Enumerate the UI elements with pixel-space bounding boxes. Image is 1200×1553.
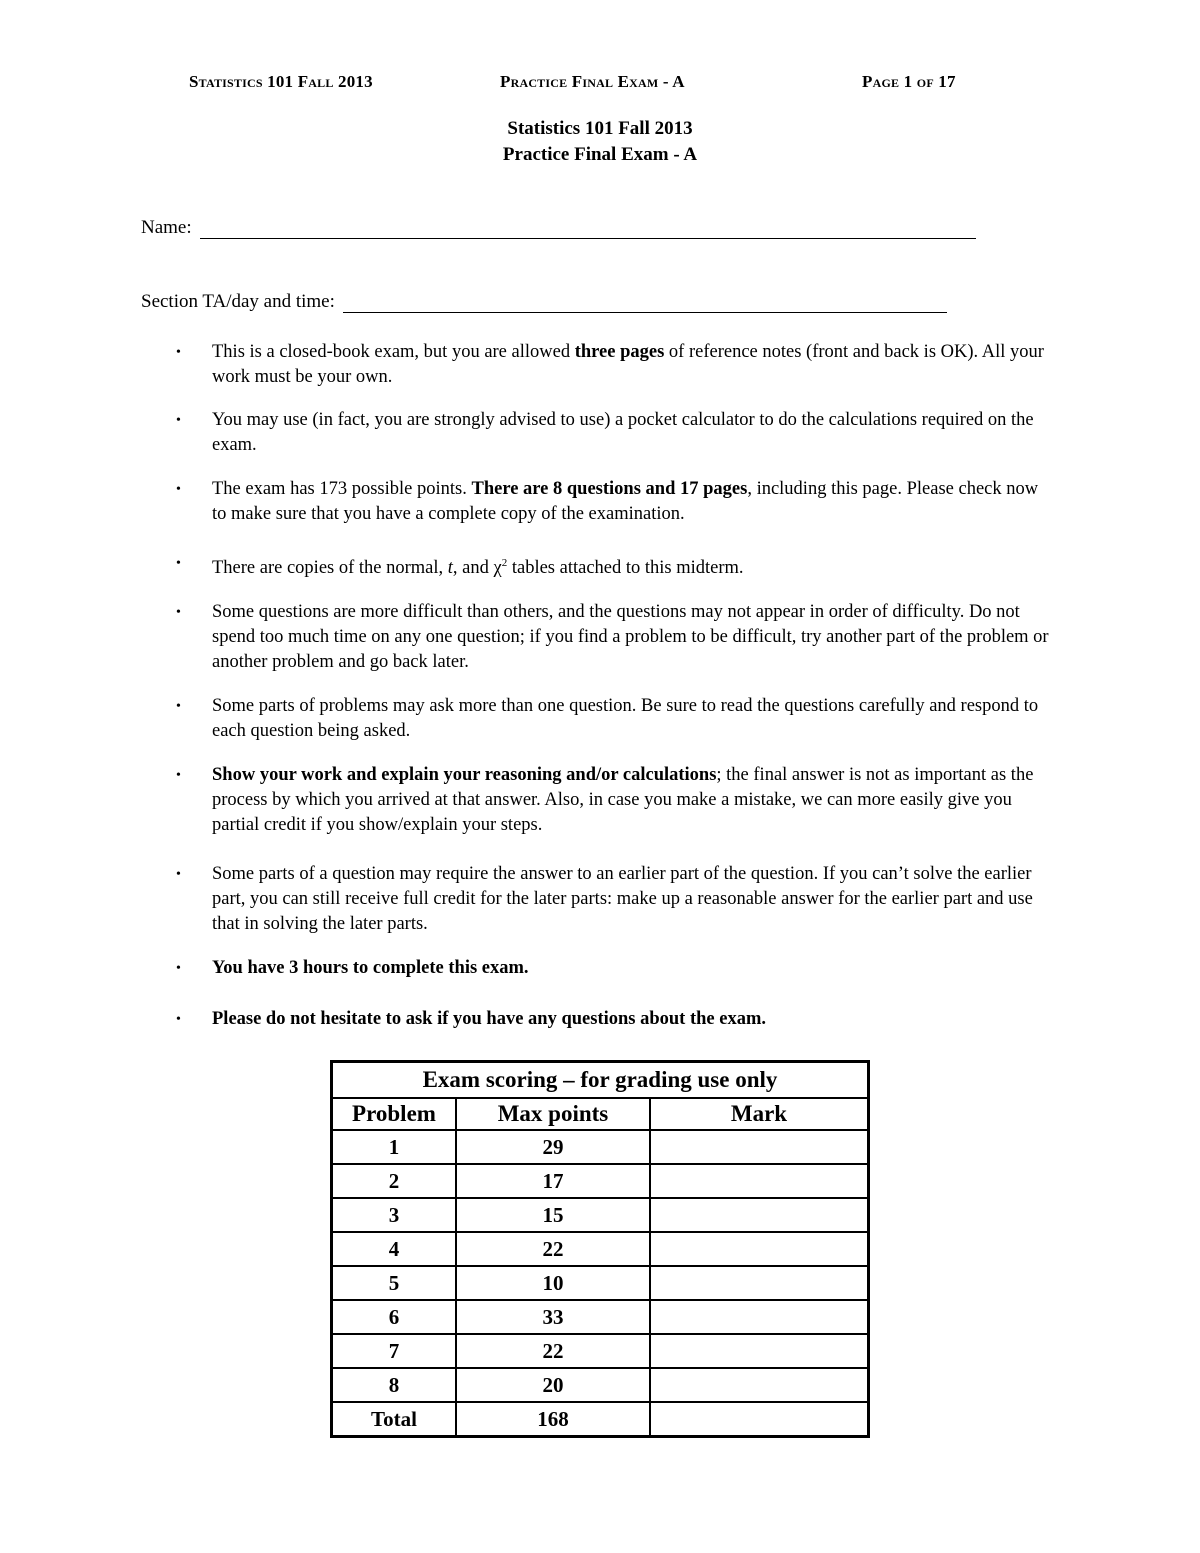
- instruction-bold-text: Please do not hesitate to ask if you have any questions about the exam.: [212, 1009, 766, 1030]
- instruction-item: [176, 600, 1056, 675]
- instruction-bold-text: Show your work and explain your reasoning and/or calculations: [212, 765, 717, 786]
- table-row: [332, 1266, 869, 1300]
- bullet-icon: •: [176, 1012, 181, 1028]
- max-points: 22: [456, 1334, 650, 1368]
- max-points: 22: [456, 1232, 650, 1266]
- max-points: 33: [456, 1300, 650, 1334]
- total-label: Total: [332, 1402, 457, 1437]
- document-title: Statistics 101 Fall 2013: [507, 118, 693, 139]
- max-points: 15: [456, 1198, 650, 1232]
- bullet-icon: •: [176, 867, 181, 883]
- name-field: [141, 217, 976, 239]
- instruction-bold-text: three pages: [574, 342, 665, 362]
- instruction-text: , including this page. Please check now to make sure that you have a complete copy of the examination.: [212, 479, 1039, 524]
- name-label: Name:: [141, 217, 192, 238]
- instruction-text: The exam has 173 possible points.: [212, 479, 472, 499]
- mark-cell[interactable]: [650, 1130, 869, 1164]
- section-field: [141, 291, 947, 313]
- mark-cell[interactable]: [650, 1334, 869, 1368]
- section-blank-line[interactable]: [343, 292, 947, 313]
- instructions-list: [176, 340, 1056, 1032]
- total-max-points: 168: [456, 1402, 650, 1437]
- instruction-text: There are copies of the normal,: [212, 558, 448, 579]
- bullet-icon: •: [176, 345, 181, 360]
- problem-number: 8: [332, 1368, 457, 1402]
- instruction-text: , and: [452, 558, 494, 579]
- instruction-bold-text: You have 3 hours to complete this exam.: [212, 958, 529, 979]
- instruction-bold-text: There are 8 questions and 17 pages: [471, 479, 748, 499]
- instruction-text: ; the final answer is not as important as the process by which you arrived at that answer. Also, in case you make a mistake, we can more easily give you partial credit if you show/explain your steps.: [212, 765, 1034, 836]
- instruction-text: Some questions are more difficult than others, and the questions may not appear in order of difficulty. Do not spend too much time on any one question; if you find a problem to be difficult, try another part of the problem or another problem and go back later.: [212, 602, 1049, 673]
- table-row: [332, 1334, 869, 1368]
- instruction-text: This is a closed-book exam, but you are allowed: [212, 342, 575, 362]
- column-header-problem: Problem: [332, 1098, 457, 1130]
- bullet-icon: •: [176, 482, 181, 497]
- mark-cell[interactable]: [650, 1368, 869, 1402]
- header-exam-title: Practice Final Exam - A: [500, 72, 685, 91]
- problem-number: 5: [332, 1266, 457, 1300]
- instruction-item: [176, 551, 1056, 581]
- t-symbol: t: [447, 558, 453, 579]
- bullet-icon: •: [176, 699, 181, 715]
- scoring-table: [330, 1060, 870, 1438]
- max-points: 17: [456, 1164, 650, 1198]
- header-page-number: Page 1 of 17: [862, 72, 956, 91]
- max-points: 29: [456, 1130, 650, 1164]
- table-row-total: [332, 1402, 869, 1437]
- name-blank-line[interactable]: [200, 218, 976, 239]
- instruction-text: Some parts of problems may ask more than one question. Be sure to read the questions carefully and respond to each question being asked.: [212, 696, 1039, 742]
- mark-cell[interactable]: [650, 1164, 869, 1198]
- bullet-icon: •: [176, 605, 181, 621]
- header-course: Statistics 101 Fall 2013: [189, 72, 373, 91]
- table-row: [332, 1232, 869, 1266]
- problem-number: 4: [332, 1232, 457, 1266]
- column-header-mark: Mark: [650, 1098, 869, 1130]
- instruction-text: You may use (in fact, you are strongly advised to use) a pocket calculator to do the calculations required on the exam.: [212, 410, 1034, 455]
- instruction-item: [176, 763, 1056, 838]
- bullet-icon: •: [176, 768, 181, 784]
- mark-cell[interactable]: [650, 1198, 869, 1232]
- total-mark-cell[interactable]: [650, 1402, 869, 1437]
- problem-number: 6: [332, 1300, 457, 1334]
- bullet-icon: •: [176, 413, 181, 428]
- bullet-icon: •: [176, 961, 181, 977]
- problem-number: 7: [332, 1334, 457, 1368]
- instruction-item: [176, 408, 1056, 458]
- scoring-caption: Exam scoring – for grading use only: [332, 1062, 869, 1099]
- column-header-max-points: Max points: [456, 1098, 650, 1130]
- table-row: [332, 1130, 869, 1164]
- instruction-item: [176, 477, 1056, 527]
- mark-cell[interactable]: [650, 1266, 869, 1300]
- max-points: 10: [456, 1266, 650, 1300]
- problem-number: 1: [332, 1130, 457, 1164]
- mark-cell[interactable]: [650, 1232, 869, 1266]
- table-row: [332, 1164, 869, 1198]
- problem-number: 2: [332, 1164, 457, 1198]
- instruction-item: [176, 862, 1056, 937]
- instruction-item: [176, 1007, 1056, 1032]
- chi-symbol: χ: [493, 558, 502, 579]
- instruction-item: [176, 340, 1056, 390]
- section-label: Section TA/day and time:: [141, 291, 335, 312]
- instruction-text: Some parts of a question may require the answer to an earlier part of the question. If you can’t solve the earlier part, you can still receive full credit for the later parts: make up a reasonable answer for the earlier part and use that in solving the later parts.: [212, 864, 1033, 935]
- table-row: [332, 1368, 869, 1402]
- max-points: 20: [456, 1368, 650, 1402]
- bullet-icon: •: [176, 556, 181, 571]
- mark-cell[interactable]: [650, 1300, 869, 1334]
- instruction-text: tables attached to this midterm.: [507, 558, 744, 579]
- problem-number: 3: [332, 1198, 457, 1232]
- chi-superscript: 2: [501, 557, 508, 569]
- table-row: [332, 1198, 869, 1232]
- document-subtitle: Practice Final Exam - A: [502, 144, 698, 165]
- table-row: [332, 1300, 869, 1334]
- instruction-item: [176, 956, 1056, 981]
- instruction-item: [176, 694, 1056, 744]
- instruction-text: of reference notes (front and back is OK). All your work must be your own.: [212, 342, 1044, 387]
